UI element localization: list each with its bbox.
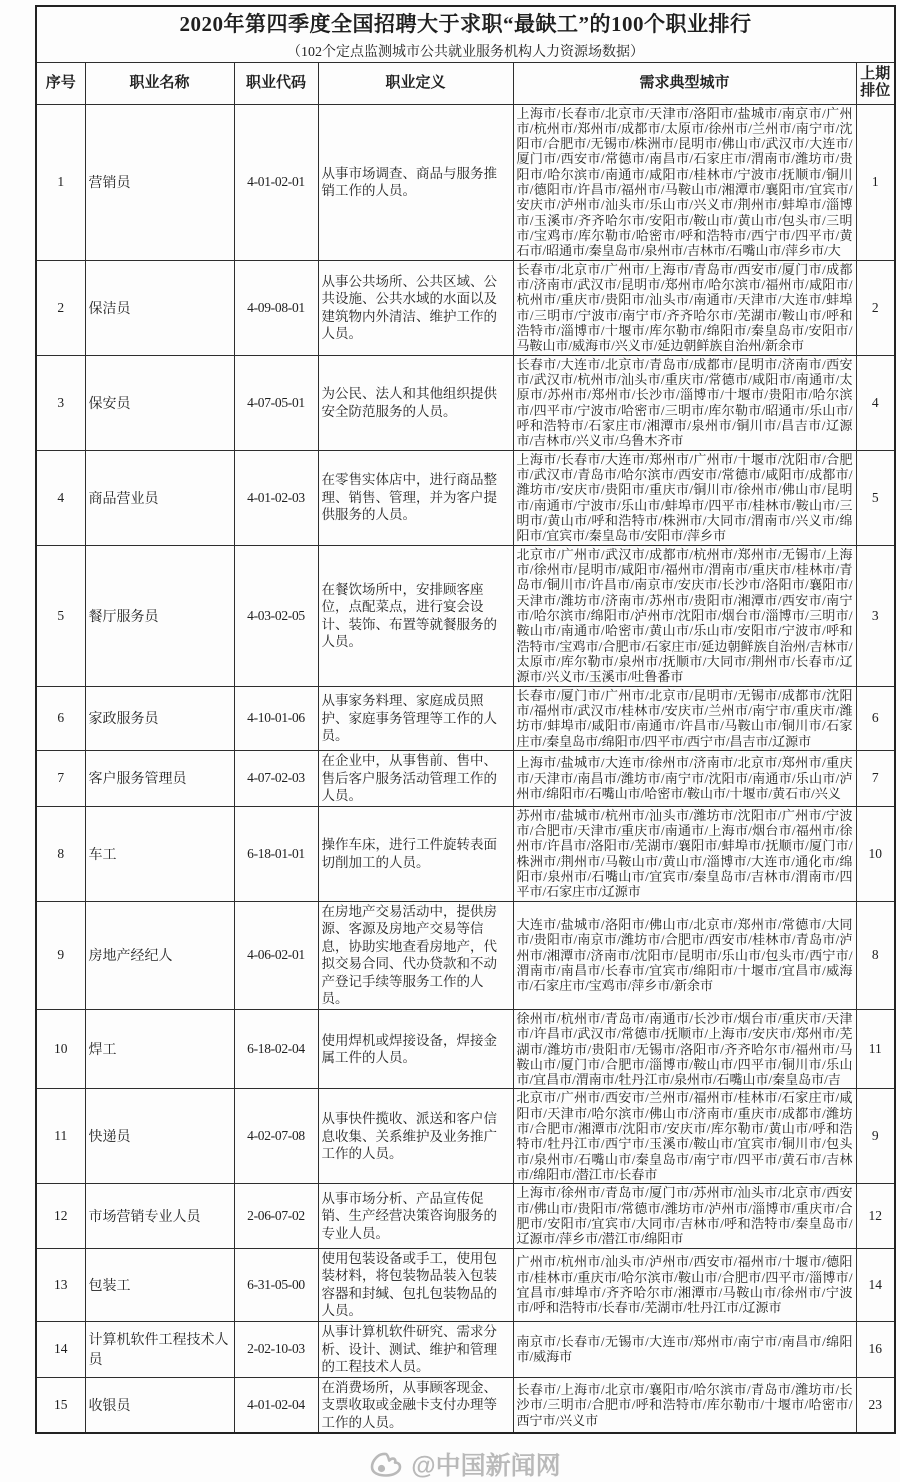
occupation-name: 营销员 bbox=[85, 104, 234, 260]
demand-cities: 上海市/长春市/大连市/郑州市/广州市/十堰市/沈阳市/合肥市/武汉市/青岛市/哈尔滨市/西安市/常德市/咸阳市/成都市/潍坊市/安庆市/贵阳市/重庆市/铜川市/徐州市/佛山市/昆明市/南通市/宁波市/乐山市/蚌埠市/四平市/桂林市/鞍山市/三明市/黄山市/呼和浩特市/株洲市/大同市/渭南市/兴义市/绵阳市/宜宾市/秦皇岛市/安阳市/萍乡市 bbox=[513, 450, 856, 545]
demand-cities: 苏州市/盐城市/杭州市/汕头市/潍坊市/沈阳市/广州市/宁波市/合肥市/天津市/重庆市/南通市/上海市/烟台市/福州市/徐州市/许昌市/洛阳市/芜湖市/襄阳市/蚌埠市/抚顺市/厦门市/株洲市/荆州市/马鞍山市/黄山市/淄博市/大连市/通化市/绵阳市/泉州市/石嘴山市/宜宾市/秦皇岛市/吉林市/渭南市/四平市/石家庄市/辽源市 bbox=[513, 806, 856, 901]
column-header-demand-cities: 需求典型城市 bbox=[513, 63, 856, 105]
table-row bbox=[36, 1377, 895, 1433]
previous-rank: 3 bbox=[856, 545, 895, 686]
occupation-name: 收银员 bbox=[85, 1377, 234, 1433]
table-row bbox=[36, 1184, 895, 1248]
column-header-index: 序号 bbox=[36, 63, 85, 105]
demand-cities: 北京市/广州市/武汉市/成都市/杭州市/郑州市/无锡市/上海市/徐州市/昆明市/咸阳市/福州市/渭南市/重庆市/桂林市/青岛市/铜川市/许昌市/南京市/安庆市/长沙市/洛阳市/襄阳市/天津市/潍坊市/济南市/苏州市/贵阳市/湘潭市/西安市/南宁市/哈尔滨市/绵阳市/泸州市/沈阳市/烟台市/淄博市/三明市/鞍山市/南通市/哈密市/黄山市/乐山市/安阳市/宁波市/呼和浩特市/宝鸡市/合肥市/石家庄市/延边朝鲜族自治州/吉林市/太原市/库尔勒市/泉州市/抚顺市/大同市/荆州市/长春市/辽源市/兴义市/玉溪市/吐鲁番市 bbox=[513, 545, 856, 686]
occupation-name: 市场营销专业人员 bbox=[85, 1184, 234, 1248]
occupation-code: 4-01-02-01 bbox=[234, 104, 318, 260]
table-row bbox=[36, 1089, 895, 1184]
demand-cities: 长春市/大连市/北京市/青岛市/成都市/昆明市/济南市/西安市/武汉市/杭州市/汕头市/重庆市/常德市/咸阳市/南通市/太原市/苏州市/郑州市/长沙市/淄博市/十堰市/贵阳市/哈尔滨市/四平市/宁波市/哈密市/三明市/库尔勒市/昭通市/乐山市/呼和浩特市/石家庄市/湘潭市/泉州市/铜川市/昌吉市/辽源市/吉林市/兴义市/乌鲁木齐市 bbox=[513, 355, 856, 450]
row-index: 4 bbox=[36, 450, 85, 545]
occupation-definition: 操作车床，进行工件旋转表面切削加工的人员。 bbox=[318, 806, 513, 901]
occupation-definition: 在企业中，从事售前、售中、售后客户服务活动管理工作的人员。 bbox=[318, 750, 513, 806]
table-row bbox=[36, 901, 895, 1009]
occupation-code: 4-01-02-04 bbox=[234, 1377, 318, 1433]
occupation-definition: 从事市场调查、商品与服务推销工作的人员。 bbox=[318, 104, 513, 260]
table-row bbox=[36, 750, 895, 806]
column-header-occupation-definition: 职业定义 bbox=[318, 63, 513, 105]
table-row bbox=[36, 545, 895, 686]
row-index: 13 bbox=[36, 1248, 85, 1321]
row-index: 5 bbox=[36, 545, 85, 686]
occupation-code: 4-02-07-08 bbox=[234, 1089, 318, 1184]
occupation-name: 保洁员 bbox=[85, 260, 234, 355]
title-cell bbox=[36, 6, 895, 63]
previous-rank: 4 bbox=[856, 355, 895, 450]
occupation-definition: 在零售实体店中，进行商品整理、销售、管理，并为客户提供服务的人员。 bbox=[318, 450, 513, 545]
row-index: 6 bbox=[36, 686, 85, 750]
occupation-code: 4-09-08-01 bbox=[234, 260, 318, 355]
table-row bbox=[36, 104, 895, 260]
occupation-definition: 为公民、法人和其他组织提供安全防范服务的人员。 bbox=[318, 355, 513, 450]
previous-rank: 14 bbox=[856, 1248, 895, 1321]
occupation-definition: 从事市场分析、产品宣传促销、生产经营决策咨询服务的专业人员。 bbox=[318, 1184, 513, 1248]
demand-cities: 徐州市/杭州市/青岛市/南通市/长沙市/烟台市/重庆市/天津市/许昌市/武汉市/常德市/抚顺市/上海市/安庆市/郑州市/芜湖市/潍坊市/贵阳市/无锡市/洛阳市/齐齐哈尔市/福州市/马鞍山市/厦门市/合肥市/淄博市/鞍山市/四平市/铜川市/乐山市/宜昌市/渭南市/牡丹江市/泉州市/石嘴山市/秦皇岛市/吉 bbox=[513, 1009, 856, 1089]
demand-cities: 北京市/广州市/西安市/兰州市/福州市/桂林市/石家庄市/咸阳市/天津市/哈尔滨市/佛山市/济南市/重庆市/成都市/潍坊市/合肥市/湘潭市/沈阳市/安庆市/库尔勒市/黄山市/呼和浩特市/牡丹江市/西宁市/玉溪市/鞍山市/宜宾市/铜川市/包头市/泉州市/石嘴山市/秦皇岛市/南宁市/四平市/黄石市/吉林市/绵阳市/潜江市/长春市 bbox=[513, 1089, 856, 1184]
occupation-definition: 在房地产交易活动中，提供房源、客源及房地产交易等信息，协助实地查看房地产，代拟交易合同、代办贷款和不动产登记手续等服务工作的人员。 bbox=[318, 901, 513, 1009]
row-index: 10 bbox=[36, 1009, 85, 1089]
table-row bbox=[36, 355, 895, 450]
occupation-code: 4-01-02-03 bbox=[234, 450, 318, 545]
occupation-name: 快递员 bbox=[85, 1089, 234, 1184]
occupation-definition: 在餐饮场所中，安排顾客座位，点配菜点，进行宴会设计、装饰、布置等就餐服务的人员。 bbox=[318, 545, 513, 686]
occupation-code: 6-31-05-00 bbox=[234, 1248, 318, 1321]
occupation-name: 商品营业员 bbox=[85, 450, 234, 545]
previous-rank: 2 bbox=[856, 260, 895, 355]
page-subtitle: （102个定点监测城市公共就业服务机构人力资源场数据） bbox=[287, 45, 645, 60]
previous-rank: 23 bbox=[856, 1377, 895, 1433]
occupation-name: 计算机软件工程技术人员 bbox=[85, 1321, 234, 1377]
row-index: 11 bbox=[36, 1089, 85, 1184]
occupation-definition: 从事计算机软件研究、需求分析、设计、测试、维护和管理的工程技术人员。 bbox=[318, 1321, 513, 1377]
column-header-occupation-name: 职业名称 bbox=[85, 63, 234, 105]
table-row bbox=[36, 260, 895, 355]
previous-rank: 6 bbox=[856, 686, 895, 750]
occupation-code: 4-06-02-01 bbox=[234, 901, 318, 1009]
row-index: 9 bbox=[36, 901, 85, 1009]
previous-rank: 1 bbox=[856, 104, 895, 260]
demand-cities: 上海市/长春市/北京市/天津市/洛阳市/盐城市/南京市/广州市/杭州市/郑州市/成都市/太原市/徐州市/兰州市/南宁市/沈阳市/合肥市/无锡市/株洲市/昆明市/佛山市/武汉市/大连市/厦门市/西安市/常德市/南昌市/石家庄市/渭南市/潍坊市/贵阳市/哈尔滨市/南通市/咸阳市/桂林市/宁波市/抚顺市/铜川市/德阳市/许昌市/福州市/马鞍山市/湘潭市/襄阳市/宜宾市/安庆市/泸州市/汕头市/乐山市/兴义市/荆州市/蚌埠市/淄博市/玉溪市/齐齐哈尔市/安阳市/鞍山市/黄山市/包头市/三明市/宝鸡市/库尔勒市/哈密市/呼和浩特市/西宁市/四平市/黄石市/昭通市/秦皇岛市/泉州市/吉林市/石嘴山市/萍乡市/大 bbox=[513, 104, 856, 260]
occupation-name: 焊工 bbox=[85, 1009, 234, 1089]
ranking-table bbox=[35, 5, 896, 1434]
watermark-label: @中国新闻网 bbox=[411, 1452, 561, 1481]
ranking-table-body bbox=[36, 104, 895, 1433]
row-index: 15 bbox=[36, 1377, 85, 1433]
occupation-definition: 使用包装设备或手工，使用包装材料，将包装物品装入包装容器和封缄、包扎包装物品的人员。 bbox=[318, 1248, 513, 1321]
previous-rank: 10 bbox=[856, 806, 895, 901]
table-row bbox=[36, 450, 895, 545]
demand-cities: 大连市/盐城市/洛阳市/佛山市/北京市/郑州市/常德市/大同市/贵阳市/南京市/潍坊市/合肥市/西安市/桂林市/青岛市/泸州市/湘潭市/济南市/沈阳市/昆明市/乐山市/包头市/西宁市/渭南市/南昌市/长春市/宜宾市/绵阳市/十堰市/宜昌市/威海市/石家庄市/宝鸡市/萍乡市/新余市 bbox=[513, 901, 856, 1009]
previous-rank: 12 bbox=[856, 1184, 895, 1248]
header-row bbox=[36, 63, 895, 105]
occupation-name: 包装工 bbox=[85, 1248, 234, 1321]
occupation-name: 保安员 bbox=[85, 355, 234, 450]
occupation-definition: 在消费场所，从事顾客现金、支票收取或金融卡支付办理等工作的人员。 bbox=[318, 1377, 513, 1433]
occupation-code: 4-10-01-06 bbox=[234, 686, 318, 750]
previous-rank: 9 bbox=[856, 1089, 895, 1184]
table-row bbox=[36, 1009, 895, 1089]
previous-rank: 11 bbox=[856, 1009, 895, 1089]
row-index: 14 bbox=[36, 1321, 85, 1377]
demand-cities: 长春市/北京市/广州市/上海市/青岛市/西安市/厦门市/成都市/济南市/武汉市/昆明市/郑州市/哈尔滨市/福州市/咸阳市/杭州市/重庆市/贵阳市/汕头市/南通市/天津市/大连市/蚌埠市/三明市/宁波市/南宁市/齐齐哈尔市/芜湖市/鞍山市/呼和浩特市/淄博市/十堰市/库尔勒市/绵阳市/秦皇岛市/安阳市/马鞍山市/威海市/兴义市/延边朝鲜族自治州/新余市 bbox=[513, 260, 856, 355]
occupation-definition: 从事家务料理、家庭成员照护、家庭事务管理等工作的人员。 bbox=[318, 686, 513, 750]
occupation-code: 4-07-02-03 bbox=[234, 750, 318, 806]
row-index: 12 bbox=[36, 1184, 85, 1248]
occupation-code: 6-18-01-01 bbox=[234, 806, 318, 901]
demand-cities: 长春市/厦门市/广州市/北京市/昆明市/无锡市/成都市/沈阳市/福州市/武汉市/桂林市/安庆市/兰州市/南宁市/重庆市/潍坊市/蚌埠市/咸阳市/南通市/许昌市/马鞍山市/铜川市/石家庄市/秦皇岛市/绵阳市/四平市/西宁市/昌吉市/辽源市 bbox=[513, 686, 856, 750]
occupation-code: 2-06-07-02 bbox=[234, 1184, 318, 1248]
occupation-name: 房地产经纪人 bbox=[85, 901, 234, 1009]
weibo-icon bbox=[368, 1449, 404, 1479]
previous-rank: 16 bbox=[856, 1321, 895, 1377]
previous-rank: 7 bbox=[856, 750, 895, 806]
occupation-name: 车工 bbox=[85, 806, 234, 901]
demand-cities: 上海市/盐城市/大连市/徐州市/济南市/北京市/郑州市/重庆市/天津市/南昌市/潍坊市/南宁市/沈阳市/南通市/乐山市/泸州市/绵阳市/石嘴山市/哈密市/鞍山市/十堰市/黄石市/兴义 bbox=[513, 750, 856, 806]
table-row bbox=[36, 1321, 895, 1377]
column-header-previous-rank: 上期排位 bbox=[856, 63, 895, 105]
occupation-code: 6-18-02-04 bbox=[234, 1009, 318, 1089]
column-header-occupation-code: 职业代码 bbox=[234, 63, 318, 105]
previous-rank: 5 bbox=[856, 450, 895, 545]
watermark bbox=[35, 1446, 894, 1482]
page-title: 2020年第四季度全国招聘大于求职“最缺工”的100个职业排行 bbox=[179, 12, 752, 36]
demand-cities: 广州市/杭州市/汕头市/泸州市/西安市/福州市/十堰市/德阳市/桂林市/重庆市/哈尔滨市/鞍山市/合肥市/四平市/淄博市/宜昌市/蚌埠市/齐齐哈尔市/湘潭市/马鞍山市/徐州市/宁波市/呼和浩特市/长春市/芜湖市/牡丹江市/辽源市 bbox=[513, 1248, 856, 1321]
occupation-name: 家政服务员 bbox=[85, 686, 234, 750]
row-index: 1 bbox=[36, 104, 85, 260]
occupation-definition: 从事公共场所、公共区域、公共设施、公共水域的水面以及建筑物内外清洁、维护工作的人员。 bbox=[318, 260, 513, 355]
previous-rank: 8 bbox=[856, 901, 895, 1009]
occupation-code: 4-03-02-05 bbox=[234, 545, 318, 686]
table-row bbox=[36, 1248, 895, 1321]
table-row bbox=[36, 806, 895, 901]
occupation-definition: 从事快件揽收、派送和客户信息收集、关系维护及业务推广工作的人员。 bbox=[318, 1089, 513, 1184]
occupation-name: 客户服务管理员 bbox=[85, 750, 234, 806]
demand-cities: 长春市/上海市/北京市/襄阳市/哈尔滨市/青岛市/潍坊市/长沙市/三明市/合肥市/呼和浩特市/库尔勒市/十堰市/哈密市/西宁市/兴义市 bbox=[513, 1377, 856, 1433]
row-index: 3 bbox=[36, 355, 85, 450]
demand-cities: 南京市/长春市/无锡市/大连市/郑州市/南宁市/南昌市/绵阳市/威海市 bbox=[513, 1321, 856, 1377]
row-index: 8 bbox=[36, 806, 85, 901]
occupation-code: 4-07-05-01 bbox=[234, 355, 318, 450]
occupation-definition: 使用焊机或焊接设备，焊接金属工件的人员。 bbox=[318, 1009, 513, 1089]
row-index: 7 bbox=[36, 750, 85, 806]
row-index: 2 bbox=[36, 260, 85, 355]
demand-cities: 上海市/徐州市/青岛市/厦门市/苏州市/汕头市/北京市/西安市/佛山市/贵阳市/常德市/潍坊市/泸州市/淄博市/重庆市/合肥市/安阳市/宜宾市/大同市/吉林市/呼和浩特市/秦皇岛市/辽源市/萍乡市/潜江市/绵阳市 bbox=[513, 1184, 856, 1248]
title-row bbox=[36, 6, 895, 63]
table-row bbox=[36, 686, 895, 750]
occupation-name: 餐厅服务员 bbox=[85, 545, 234, 686]
occupation-code: 2-02-10-03 bbox=[234, 1321, 318, 1377]
